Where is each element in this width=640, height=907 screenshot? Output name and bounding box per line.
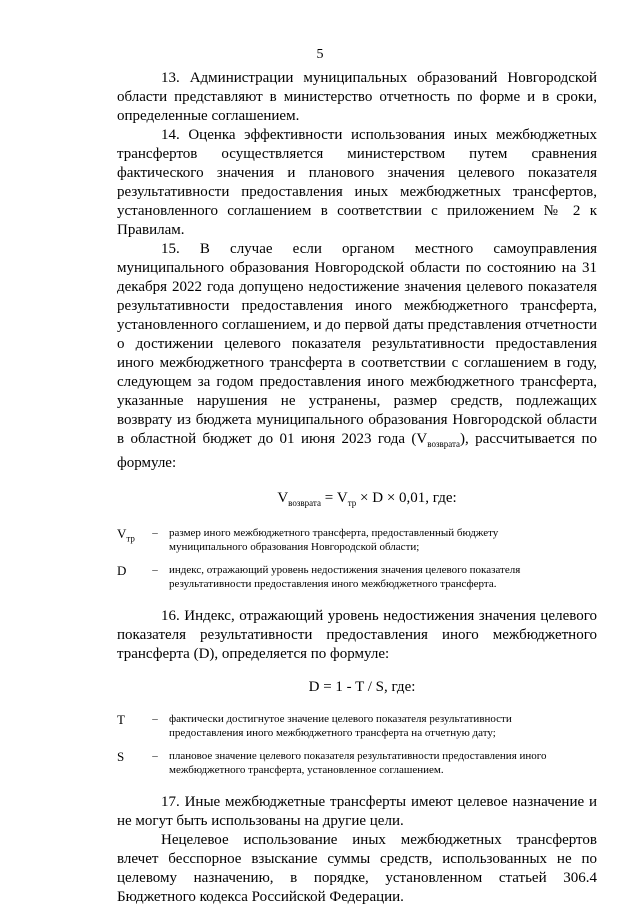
definition-item: S – плановое значение целевого показателя результативности предоставления иного межбюджетного трансферта, установленное соглашением. [117, 749, 547, 776]
formula-refund: $V_{возврата} = V_{тр} \times D \times 0,01$, где: [277, 490, 457, 508]
document-body [117, 69, 597, 907]
paragraph-15-subscript: возврата [427, 439, 461, 449]
paragraph-14: 14. Оценка эффективности использования иных межбюджетных трансфертов осуществляется министерством путем сравнения фактического значения и планового значения целевого показателя результативности предоставления иных межбюджетных трансфертов, установленного соглашением в соответствии с приложением № 2 к Правилам. [117, 127, 597, 238]
definition-item: $V_{тр}$ – размер иного межбюджетного трансферта, предоставленный бюджету муниципального образования Новгородской области; [117, 526, 499, 553]
paragraph-15 [117, 240, 597, 473]
page-number: 5 [316, 47, 324, 62]
definitions-refund [117, 527, 597, 591]
paragraph-16: 16. Индекс, отражающий уровень недостижения значения целевого показателя результативности предоставления иного межбюджетного трансферта (D), определяется по формуле: [117, 608, 597, 662]
paragraph-17: 17. Иные межбюджетные трансферты имеют целевое назначение и не могут быть использованы на другие цели. [117, 794, 597, 829]
paragraph-18: Нецелевое использование иных межбюджетных трансфертов влечет бесспорное взыскание суммы средств, использованных не по целевому назначению, в порядке, установленном статьей 306.4 Бюджетного кодекса Российской Федерации. [117, 832, 597, 905]
paragraph-15-tail: ), рассчитывается по формуле: [117, 431, 597, 471]
definition-item: T – фактически достигнутое значение целевого показателя результативности предоставления иного межбюджетного трансферта на отчетную дату; [117, 712, 512, 739]
definition-item: D – индекс, отражающий уровень недостижения значения целевого показателя результативности предоставления иного межбюджетного трансферта. [117, 563, 521, 590]
formula-index: D = 1 - T / S, где: [308, 679, 416, 695]
paragraph-13: 13. Администрации муниципальных образований Новгородской области представляют в министерство отчетность по форме и в сроки, определенные соглашением. [117, 70, 597, 124]
definitions-index [117, 713, 597, 777]
paragraph-15-text: 15. В случае если органом местного самоуправления муниципального образования Новгородской области по состоянию на 31 декабря 2022 года допущено недостижение значения целевого показателя результативности предоставления иного межбюджетного трансферта, установленного соглашением, и до первой даты представления отчетности о достижении целевого показателя результативности предоставления иного межбюджетного трансферта в соответствии с соглашением в году, следующем за годом предоставления иного межбюджетного трансферта, указанные нарушения не устранены, размер средств, подлежащих возврату из бюджета муниципального образования Новгородской области в областной бюджет до 01 июня 2023 года (V [117, 241, 597, 447]
